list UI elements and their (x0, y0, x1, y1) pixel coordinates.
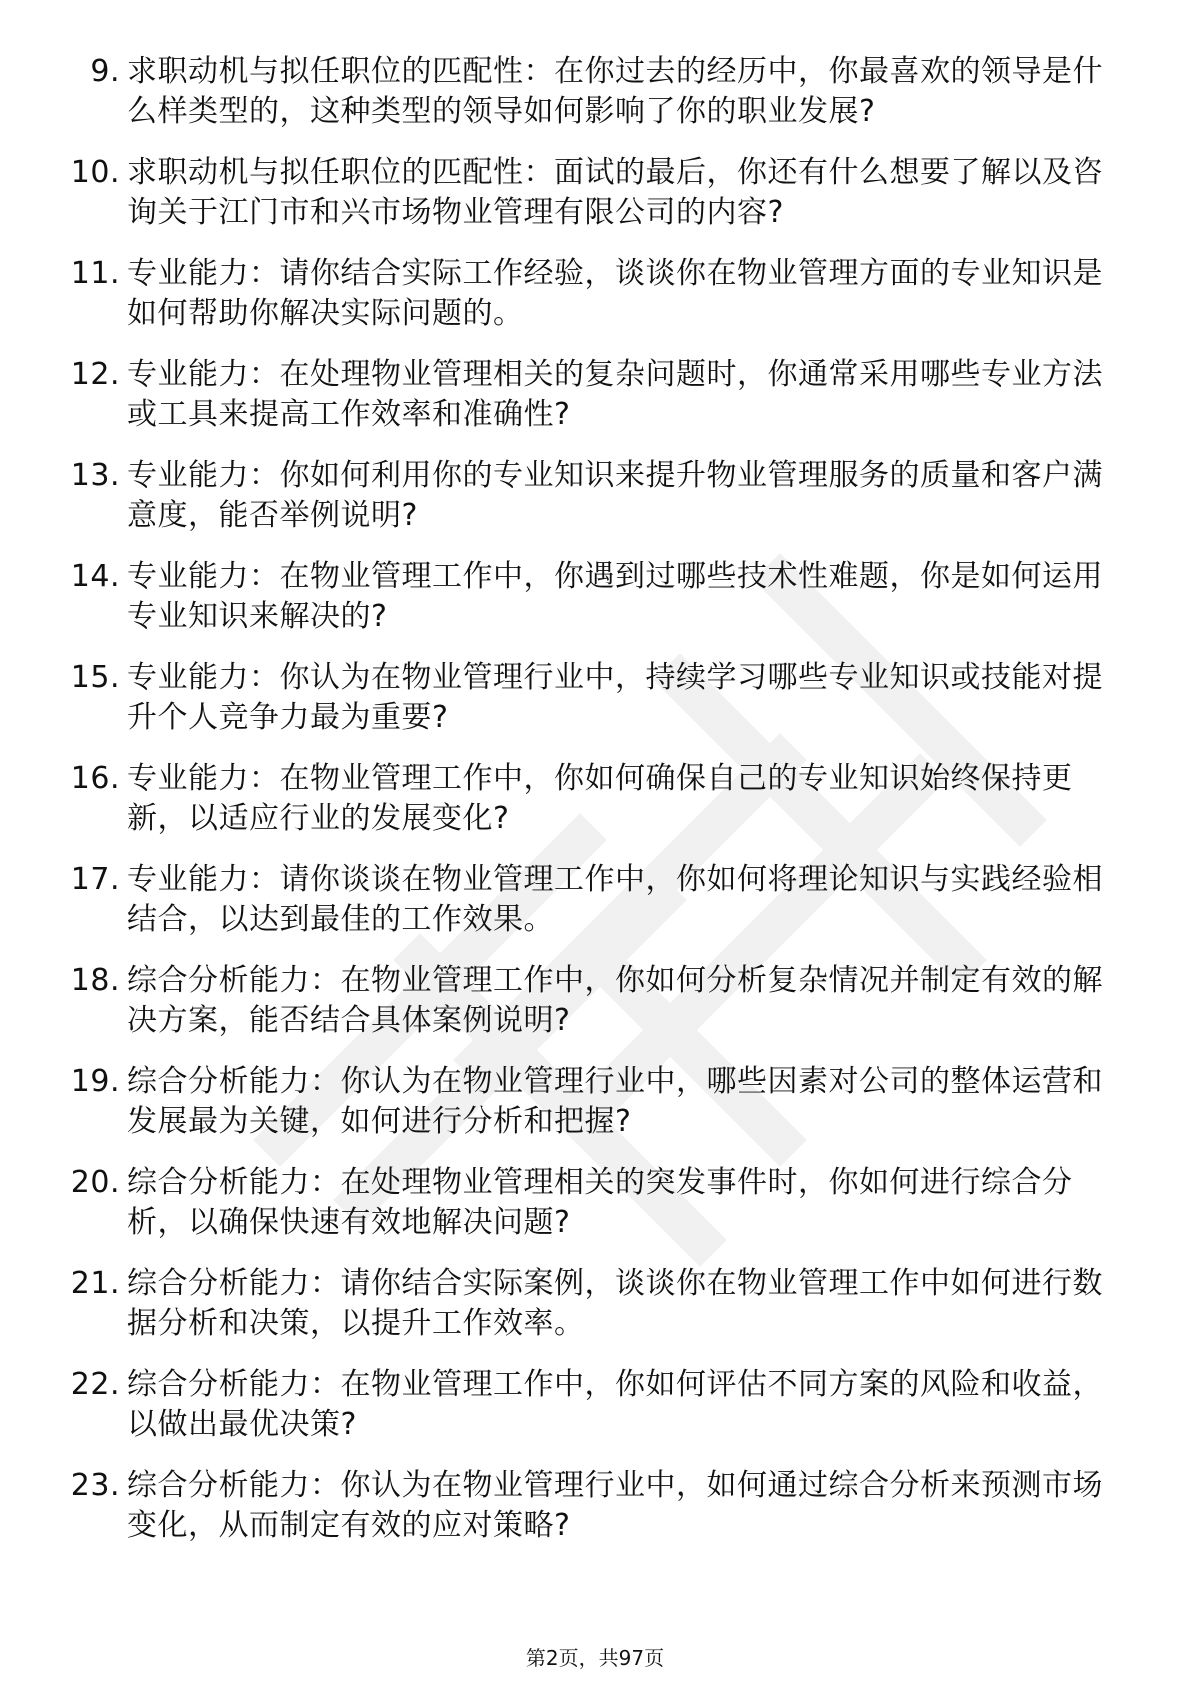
question-number: 14. (70, 559, 120, 594)
question-number: 22. (70, 1367, 120, 1402)
question-number: 17. (70, 862, 120, 897)
question-number: 15. (70, 660, 120, 695)
question-text: 综合分析能力：在处理物业管理相关的突发事件时，你如何进行综合分析，以确保快速有效地解决问题? (127, 1165, 1073, 1240)
question-number: 20. (70, 1165, 120, 1200)
question-number: 11. (70, 256, 120, 291)
question-item (60, 254, 1130, 334)
question-item (60, 1163, 1130, 1243)
question-item (60, 52, 1130, 132)
question-text: 综合分析能力：在物业管理工作中，你如何分析复杂情况并制定有效的解决方案，能否结合具体案例说明? (127, 963, 1103, 1038)
question-number: 19. (70, 1064, 120, 1099)
question-item (60, 456, 1130, 536)
question-text: 综合分析能力：请你结合实际案例，谈谈你在物业管理工作中如何进行数据分析和决策，以提升工作效率。 (127, 1266, 1103, 1341)
question-number: 23. (70, 1468, 120, 1503)
question-item (60, 961, 1130, 1041)
question-number: 21. (70, 1266, 120, 1301)
question-text: 专业能力：请你谈谈在物业管理工作中，你如何将理论知识与实践经验相结合，以达到最佳的工作效果。 (127, 862, 1103, 937)
question-text: 专业能力：在处理物业管理相关的复杂问题时，你通常采用哪些专业方法或工具来提高工作效率和准确性? (127, 357, 1103, 432)
question-text: 综合分析能力：你认为在物业管理行业中，如何通过综合分析来预测市场变化，从而制定有效的应对策略? (127, 1468, 1103, 1543)
question-item (60, 1062, 1130, 1142)
question-text: 求职动机与拟任职位的匹配性：在你过去的经历中，你最喜欢的领导是什么样类型的，这种类型的领导如何影响了你的职业发展? (127, 54, 1103, 129)
question-number: 16. (70, 761, 120, 796)
question-text: 求职动机与拟任职位的匹配性：面试的最后，你还有什么想要了解以及咨询关于江门市和兴市场物业管理有限公司的内容? (127, 155, 1103, 230)
question-text: 专业能力：在物业管理工作中，你遇到过哪些技术性难题，你是如何运用专业知识来解决的? (127, 559, 1103, 634)
question-list (60, 52, 1130, 1567)
question-number: 9. (90, 54, 120, 89)
question-item (60, 1365, 1130, 1445)
question-item (60, 153, 1130, 233)
question-item (60, 759, 1130, 839)
question-item (60, 658, 1130, 738)
question-item (60, 355, 1130, 435)
question-number: 13. (70, 458, 120, 493)
question-text: 综合分析能力：你认为在物业管理行业中，哪些因素对公司的整体运营和发展最为关键，如何进行分析和把握? (127, 1064, 1103, 1139)
page-number-label: 第2页，共97页 (525, 1646, 665, 1670)
question-text: 专业能力：请你结合实际工作经验，谈谈你在物业管理方面的专业知识是如何帮助你解决实际问题的。 (127, 256, 1103, 331)
question-text: 专业能力：你认为在物业管理行业中，持续学习哪些专业知识或技能对提升个人竞争力最为重要? (127, 660, 1103, 735)
question-number: 10. (70, 155, 120, 190)
question-number: 18. (70, 963, 120, 998)
question-item (60, 1264, 1130, 1344)
question-item (60, 1466, 1130, 1546)
question-item (60, 557, 1130, 637)
page-footer (0, 1645, 1190, 1671)
question-item (60, 860, 1130, 940)
question-text: 专业能力：在物业管理工作中，你如何确保自己的专业知识始终保持更新，以适应行业的发展变化? (127, 761, 1073, 836)
question-number: 12. (70, 357, 120, 392)
question-text: 综合分析能力：在物业管理工作中，你如何评估不同方案的风险和收益，以做出最优决策? (127, 1367, 1103, 1442)
question-text: 专业能力：你如何利用你的专业知识来提升物业管理服务的质量和客户满意度，能否举例说明? (127, 458, 1103, 533)
